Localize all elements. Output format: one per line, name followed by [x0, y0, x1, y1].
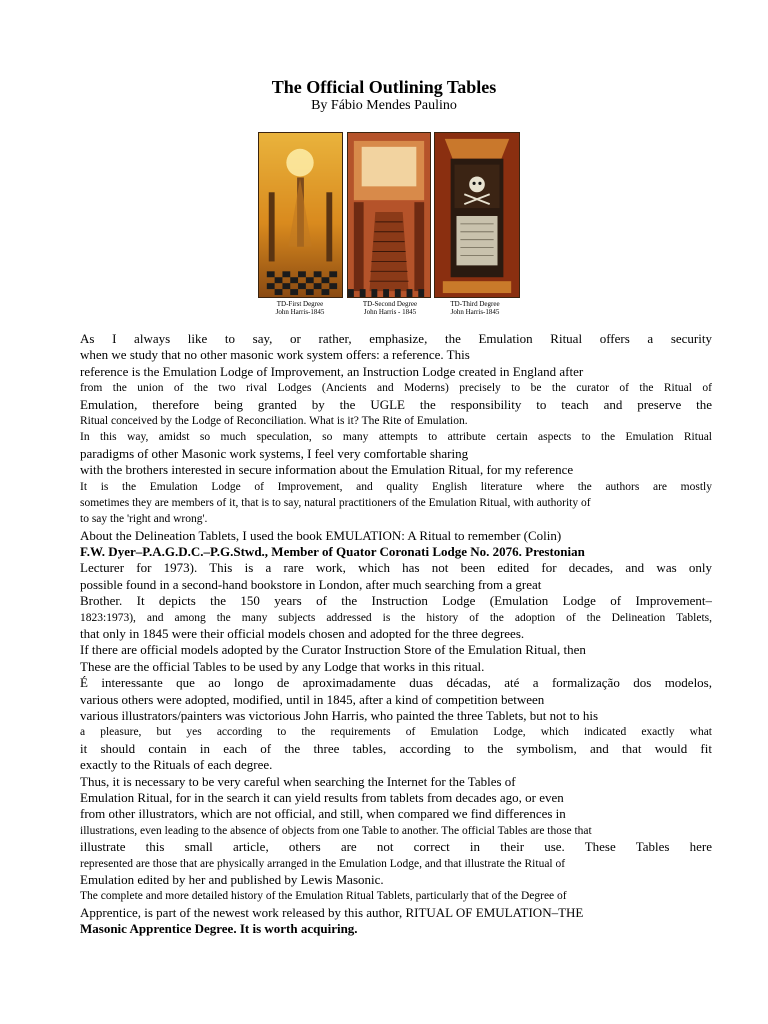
first-degree-tracing-board-illustration	[258, 132, 343, 298]
body-line: In this way, amidst so much speculation, so many attempts to attribute certain aspects to the Emulation Ritual	[80, 431, 712, 444]
figure-caption-second-degree: TD-Second Degree John Harris - 1845	[362, 300, 418, 316]
body-line: Thus, it is necessary to be very careful when searching the Internet for the Tables of	[80, 773, 516, 789]
body-line: it should contain in each of the three tables, according to the symbolism, and that would fit	[80, 740, 712, 756]
body-line: various illustrators/painters was victorious John Harris, who painted the three Tablets, but not to his	[80, 707, 599, 723]
body-line: Lecturer for 1973). This is a rare work, which has not been edited for decades, and was only	[80, 560, 712, 576]
body-line: Emulation Ritual, for in the search it can yield results from tablets from decades ago, or even	[80, 789, 564, 805]
body-line: represented are those that are physically arranged in the Emulation Lodge, and that illustrate the Ritual of	[80, 857, 566, 870]
body-line: exactly to the Rituals of each degree.	[80, 757, 273, 773]
body-line: 1823:1973), and among the many subjects addressed is the history of the adoption of the Delineation Tablets,	[80, 611, 712, 624]
body-line: with the brothers interested in secure information about the Emulation Ritual, for my reference	[80, 462, 574, 478]
body-line: to say the 'right and wrong'.	[80, 513, 208, 526]
body-line: paradigms of other Masonic work systems, I feel very comfortable sharing	[80, 445, 469, 461]
body-line: sometimes they are members of it, that is to say, natural practitioners of the Emulation Ritual, with authority of	[80, 496, 591, 509]
author-byline: By Fábio Mendes Paulino	[311, 98, 457, 113]
body-line: a pleasure, but yes according to the requirements of Emulation Lodge, which indicated exactly what	[80, 726, 712, 739]
figure-caption-first-degree: TD-First Degree John Harris-1845	[275, 300, 325, 316]
figure-caption-third-degree: TD-Third Degree John Harris-1845	[450, 300, 500, 316]
body-line: from other illustrators, which are not official, and still, when compared we find differences in	[80, 806, 566, 822]
body-line: Brother. It depicts the 150 years of the Instruction Lodge (Emulation Lodge of Improvement–	[80, 593, 712, 609]
body-line: various others were adopted, modified, until in 1845, after a kind of competition between	[80, 691, 545, 707]
second-degree-tracing-board-illustration	[347, 132, 431, 298]
body-line: Emulation edited by her and published by Lewis Masonic.	[80, 871, 384, 887]
third-degree-tracing-board-illustration	[434, 132, 520, 298]
body-line: F.W. Dyer–P.A.G.D.C.–P.G.Stwd., Member of Quator Coronati Lodge No. 2076. Prestonian	[80, 544, 585, 560]
body-line: Apprentice, is part of the newest work released by this author, RITUAL OF EMULATION–THE	[80, 904, 584, 920]
body-line: These are the official Tables to be used by any Lodge that works in this ritual.	[80, 658, 485, 674]
body-line: Ritual conceived by the Lodge of Reconciliation. What is it? The Rite of Emulation.	[80, 414, 468, 427]
body-line: reference is the Emulation Lodge of Improvement, an Instruction Lodge created in England after	[80, 363, 584, 379]
tracing-boards-figure	[258, 132, 524, 300]
body-line: Masonic Apprentice Degree. It is worth acquiring.	[80, 921, 358, 937]
body-line: If there are official models adopted by the Curator Instruction Store of the Emulation Ritual, then	[80, 642, 586, 658]
body-line: illustrations, even leading to the absence of objects from one Table to another. The official Tables are those that	[80, 824, 592, 837]
body-line: The complete and more detailed history of the Emulation Ritual Tablets, particularly that of the Degree of	[80, 890, 567, 903]
document-title: The Official Outlining Tables	[271, 77, 497, 97]
body-line: About the Delineation Tablets, I used the book EMULATION: A Ritual to remember (Colin)	[80, 527, 562, 543]
body-line: Emulation, therefore being granted by the UGLE the responsibility to teach and preserve the	[80, 396, 712, 412]
body-line: when we study that no other masonic work system offers: a reference. This	[80, 347, 470, 363]
body-line: As I always like to say, or rather, emphasize, the Emulation Ritual offers a security	[80, 331, 712, 346]
body-line: illustrate this small article, others are not correct in their use. These Tables here	[80, 839, 712, 855]
body-line: from the union of the two rival Lodges (Ancients and Moderns) precisely to be the curator of the Ritual of	[80, 382, 712, 395]
body-line: that only in 1845 were their official models chosen and adopted for the three degrees.	[80, 626, 525, 642]
body-line: É interessante que ao longo de aproximadamente duas décadas, até a formalização dos modelos,	[80, 675, 712, 691]
body-line: It is the Emulation Lodge of Improvement, and quality English literature where the authors are mostly	[80, 480, 712, 493]
body-line: possible found in a second-hand bookstore in London, after much searching from a great	[80, 576, 542, 592]
article-body	[80, 331, 712, 937]
